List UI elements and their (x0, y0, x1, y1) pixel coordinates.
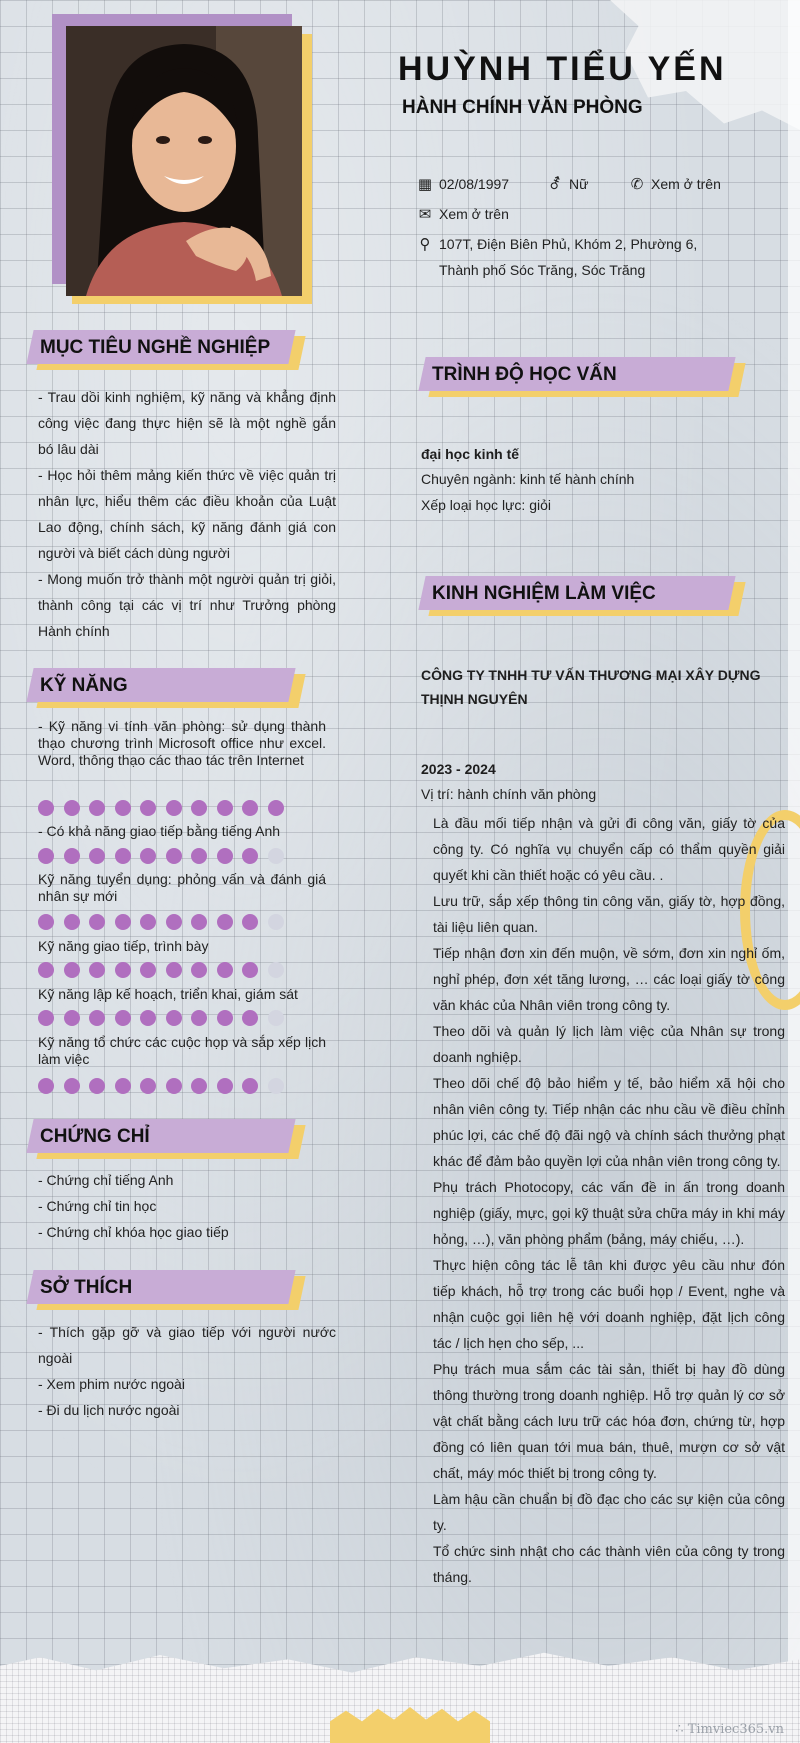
objective-heading-label: MỤC TIÊU NGHỀ NGHIỆP (40, 337, 271, 358)
rating-dot-filled (140, 848, 156, 864)
rating-dot-filled (115, 962, 131, 978)
rating-dot-filled (191, 800, 207, 816)
rating-dot-filled (140, 800, 156, 816)
rating-dot-filled (140, 1078, 156, 1094)
skill-name: Kỹ năng tổ chức các cuộc họp và sắp xếp lịch làm việc (38, 1034, 326, 1067)
phone-row (627, 175, 721, 193)
experience-position: Vị trí: hành chính văn phòng (421, 786, 597, 802)
duty-item: Là đầu mối tiếp nhận và gửi đi công văn, giấy tờ của công ty. Có nghĩa vụ chuyển cấp có thẩm quyền giải quyết khi cần thiết hoặc có yêu cầu. . (433, 815, 785, 883)
rating-dot-filled (242, 1010, 258, 1026)
duty-item: Thực hiện công tác lễ tân khi được yêu cầu như đón tiếp khách, hỗ trợ trong các buổi họp / Event, nghe và nhận cuộc gọi liên hệ với doanh nghiệp, đặt lịch công tác / lịch hẹn cho sếp, ... (433, 1257, 785, 1351)
watermark: ∴ Timviec365.vn (675, 1722, 784, 1737)
email-value: Xem ở trên (439, 206, 509, 222)
rating-dot-empty (268, 1078, 284, 1094)
duty-item: Tiếp nhận đơn xin đến muộn, về sớm, đơn xin nghỉ ốm, nghỉ phép, đơn xét tăng lương, … các loại giấy tờ công văn khác của Nhân viên trong công ty. (433, 945, 785, 1013)
skill-rating (38, 1010, 293, 1026)
rating-dot-filled (64, 962, 80, 978)
skill-rating (38, 1078, 293, 1094)
skill-rating (38, 800, 293, 816)
list-item: - Xem phim nước ngoài (38, 1376, 185, 1392)
experience-period: 2023 - 2024 (421, 761, 496, 777)
skill-rating (38, 914, 293, 930)
rating-dot-filled (38, 962, 54, 978)
skills-heading (30, 668, 300, 708)
rating-dot-filled (268, 800, 284, 816)
phone-value: Xem ở trên (651, 176, 721, 192)
rating-dot-filled (64, 800, 80, 816)
rating-dot-filled (217, 1078, 233, 1094)
rating-dot-filled (217, 914, 233, 930)
certificates-heading (30, 1119, 300, 1159)
skill-name: Kỹ năng tuyển dụng: phỏng vấn và đánh giá nhân sự mới (38, 871, 326, 904)
duty-item: Theo dõi và quản lý lịch làm việc của Nhân sự trong doanh nghiệp. (433, 1023, 785, 1065)
rating-dot-empty (268, 848, 284, 864)
rating-dot-filled (89, 1010, 105, 1026)
rating-dot-filled (191, 1010, 207, 1026)
education-grade: Xếp loại học lực: giỏi (421, 497, 551, 513)
rating-dot-filled (89, 800, 105, 816)
profile-photo-frame (52, 14, 312, 304)
objective-paragraph: - Trau dồi kinh nghiệm, kỹ năng và khẳng định công việc đang thực hiện sẽ là một nghề gắn bó lâu dài (38, 389, 336, 457)
skill-name: Kỹ năng giao tiếp, trình bày (38, 938, 209, 954)
skill-name: - Có khả năng giao tiếp bằng tiếng Anh (38, 823, 281, 839)
rating-dot-filled (191, 914, 207, 930)
objective-heading (30, 330, 300, 370)
objective-paragraph: - Mong muốn trở thành một người quản trị giỏi, thành công tại các vị trí như Trưởng phòng Hành chính (38, 571, 336, 639)
rating-dot-filled (115, 914, 131, 930)
rating-dot-filled (89, 914, 105, 930)
phone-icon: ✆ (630, 176, 644, 193)
rating-dot-filled (191, 1078, 207, 1094)
skill-name: Kỹ năng lập kế hoạch, triển khai, giám sát (38, 986, 298, 1002)
rating-dot-filled (242, 914, 258, 930)
duty-item: Phụ trách mua sắm các tài sản, thiết bị hay đồ dùng thông thường trong doanh nghiệp. Hỗ trợ quản lý cơ sở vật chất bằng cách lưu trữ các hóa đơn, chứng từ, hợp đồng có liên quan tới mua bán, thuê, mượn cơ sở vật chất, máy móc thiết bị trong công ty. (433, 1361, 785, 1481)
rating-dot-filled (166, 1078, 182, 1094)
rating-dot-filled (191, 848, 207, 864)
rating-dot-filled (140, 1010, 156, 1026)
rating-dot-filled (166, 800, 182, 816)
rating-dot-filled (89, 962, 105, 978)
calendar-icon: ▦ (417, 176, 433, 193)
rating-dot-filled (217, 962, 233, 978)
rating-dot-filled (217, 800, 233, 816)
skill-rating (38, 962, 293, 978)
experience-company: CÔNG TY TNHH TƯ VẤN THƯƠNG MẠI XÂY DỰNG THỊNH NGUYÊN (421, 667, 761, 707)
gender-icon: ⚦ (548, 176, 562, 193)
rating-dot-filled (217, 1010, 233, 1026)
rating-dot-empty (268, 1010, 284, 1026)
duty-item: Tổ chức sinh nhật cho các thành viên của công ty trong tháng. (433, 1543, 785, 1585)
birthday-row (415, 175, 509, 193)
rating-dot-filled (38, 1078, 54, 1094)
duty-item: Làm hậu cần chuẩn bị đồ đạc cho các sự kiện của công ty. (433, 1491, 785, 1533)
location-pin-icon: ⚲ (419, 236, 431, 253)
gender-value: Nữ (569, 176, 589, 192)
email-row (415, 205, 509, 223)
certificates-heading-label: CHỨNG CHỈ (40, 1126, 150, 1147)
rating-dot-filled (115, 1010, 131, 1026)
list-item: - Thích gặp gỡ và giao tiếp với người nước ngoài (38, 1324, 336, 1366)
hobbies-heading (30, 1270, 300, 1310)
rating-dot-filled (242, 962, 258, 978)
skills-heading-label: KỸ NĂNG (40, 675, 128, 696)
duty-item: Phụ trách Photocopy, các vấn đề in ấn trong doanh nghiệp (giấy, mực, gọi kỹ thuật sửa chữa máy in khi máy hỏng, …), văn phòng phẩm (bảng, máy chiếu, …). (433, 1179, 785, 1247)
list-item: - Chứng chỉ tin học (38, 1198, 157, 1214)
education-major: Chuyên ngành: kinh tế hành chính (421, 471, 635, 487)
rating-dot-filled (242, 1078, 258, 1094)
email-icon: ✉ (418, 206, 432, 223)
rating-dot-filled (89, 848, 105, 864)
hobbies-heading-label: SỞ THÍCH (40, 1277, 133, 1298)
birthday-value: 02/08/1997 (439, 176, 510, 192)
rating-dot-filled (38, 1010, 54, 1026)
profile-photo (66, 26, 302, 296)
education-heading (422, 357, 752, 397)
rating-dot-filled (166, 1010, 182, 1026)
duty-item: Theo dõi chế độ bảo hiểm y tế, bảo hiểm xã hội cho nhân viên công ty. Tiếp nhận các nhu cầu về điều chỉnh phúc lợi, các chế độ đãi ngộ và chính sách thưởng phạt khác để đảm bảo quyền lợi của nhân viên trong công ty. (433, 1075, 785, 1169)
rating-dot-filled (38, 800, 54, 816)
rating-dot-filled (115, 1078, 131, 1094)
gender-row (545, 175, 588, 193)
list-item: - Đi du lịch nước ngoài (38, 1402, 180, 1418)
hobbies-list (38, 1319, 336, 1423)
rating-dot-filled (115, 800, 131, 816)
rating-dot-filled (64, 914, 80, 930)
rating-dot-filled (140, 962, 156, 978)
address-line-2: Thành phố Sóc Trăng, Sóc Trăng (439, 262, 646, 278)
rating-dot-filled (217, 848, 233, 864)
list-item: - Chứng chỉ khóa học giao tiếp (38, 1224, 229, 1240)
address-row (415, 235, 697, 283)
list-item: - Chứng chỉ tiếng Anh (38, 1172, 174, 1188)
experience-heading (422, 576, 752, 616)
rating-dot-filled (166, 848, 182, 864)
rating-dot-filled (115, 848, 131, 864)
duty-item: Lưu trữ, sắp xếp thông tin công văn, giấy tờ, hợp đồng, tài liệu liên quan. (433, 893, 785, 935)
rating-dot-filled (166, 962, 182, 978)
experience-heading-label: KINH NGHIỆM LÀM VIỆC (432, 583, 656, 604)
rating-dot-filled (191, 962, 207, 978)
address-line-1: 107T, Điện Biên Phủ, Khóm 2, Phường 6, (439, 236, 698, 252)
rating-dot-filled (64, 1010, 80, 1026)
rating-dot-filled (38, 848, 54, 864)
rating-dot-filled (166, 914, 182, 930)
job-title: HÀNH CHÍNH VĂN PHÒNG (402, 97, 643, 118)
education-heading-label: TRÌNH ĐỘ HỌC VẤN (432, 364, 617, 385)
rating-dot-filled (242, 800, 258, 816)
candidate-name: HUỲNH TIỂU YẾN (398, 50, 727, 88)
rating-dot-filled (242, 848, 258, 864)
objective-paragraph: - Học hỏi thêm mảng kiến thức về việc quản trị nhân lực, hiểu thêm các điều khoản của Luật Lao động, chính sách, kỹ năng đánh giá con người và biết cách dùng người (38, 467, 336, 561)
rating-dot-empty (268, 914, 284, 930)
certificates-list (38, 1167, 336, 1245)
objective-text (38, 384, 336, 644)
rating-dot-filled (89, 1078, 105, 1094)
rating-dot-filled (64, 848, 80, 864)
rating-dot-filled (38, 914, 54, 930)
rating-dot-filled (64, 1078, 80, 1094)
skill-rating (38, 848, 293, 864)
skill-name: - Kỹ năng vi tính văn phòng: sử dụng thành thạo chương trình Microsoft office như excel. Word, thông thạo các thao tác trên Internet (38, 718, 326, 768)
rating-dot-filled (140, 914, 156, 930)
rating-dot-empty (268, 962, 284, 978)
experience-duties (433, 810, 785, 1590)
education-school: đại học kinh tế (421, 446, 520, 462)
